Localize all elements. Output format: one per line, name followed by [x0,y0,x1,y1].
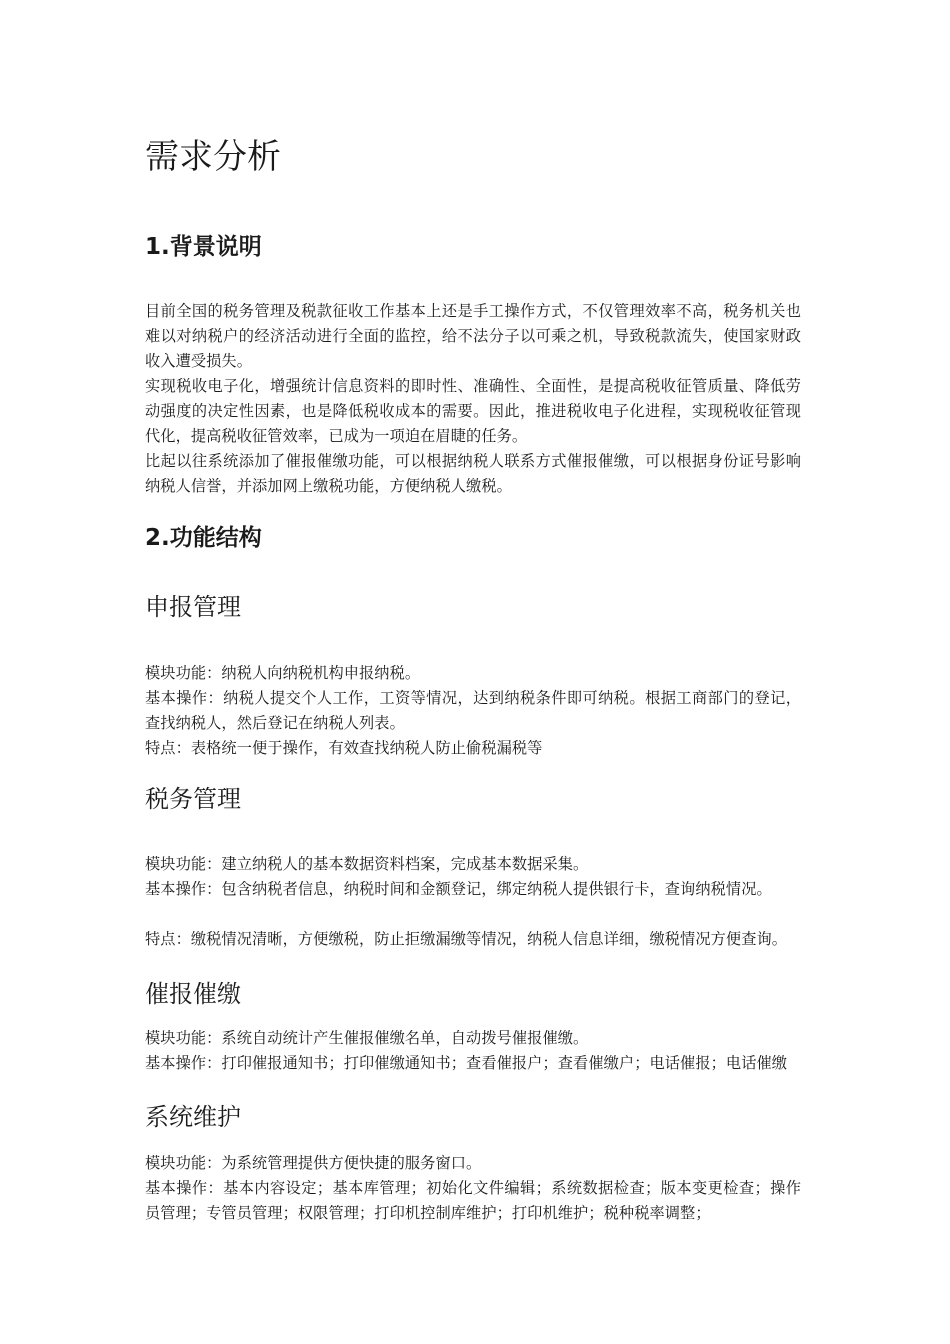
background-paragraph-3: 比起以往系统添加了催报催缴功能，可以根据纳税人联系方式催报催缴，可以根据身份证号影响纳税人信誉，并添加网上缴税功能，方便纳税人缴税。 [145,452,801,495]
tax-management-operations: 基本操作：包含纳税者信息，纳税时间和金额登记，绑定纳税人提供银行卡，查询纳税情况。 [145,880,772,898]
tax-management-features: 特点：缴税情况清晰，方便缴税，防止拒缴漏缴等情况，纳税人信息详细，缴税情况方便查询。 [145,930,788,948]
section-heading-function-structure: 2.功能结构 [145,525,262,551]
declaration-features: 特点：表格统一便于操作，有效查找纳税人防止偷税漏税等 [145,739,543,757]
declaration-operations: 基本操作：纳税人提交个人工作，工资等情况，达到纳税条件即可纳税。根据工商部门的登记，查找纳税人，然后登记在纳税人列表。 [145,689,801,732]
module-heading-tax-management: 税务管理 [145,785,241,813]
background-paragraph-1: 目前全国的税务管理及税款征收工作基本上还是手工操作方式，不仅管理效率不高，税务机关也难以对纳税户的经济活动进行全面的监控，给不法分子以可乘之机，导致税款流失，使国家财政收入遭受损失。 [145,302,801,370]
reminder-operations: 基本操作：打印催报通知书；打印催缴通知书；查看催报户；查看催缴户；电话催报；电话催缴 [145,1054,788,1072]
tax-management-function: 模块功能：建立纳税人的基本数据资料档案，完成基本数据采集。 [145,855,589,873]
module-heading-system-maintenance: 系统维护 [145,1103,241,1131]
module-heading-reminder: 催报催缴 [145,980,241,1008]
reminder-function: 模块功能：系统自动统计产生催报催缴名单，自动拨号催报催缴。 [145,1029,589,1047]
section-heading-background: 1.背景说明 [145,234,262,260]
module-heading-declaration: 申报管理 [145,593,241,621]
maintenance-function: 模块功能：为系统管理提供方便快捷的服务窗口。 [145,1154,482,1172]
declaration-function: 模块功能：纳税人向纳税机构申报纳税。 [145,664,421,682]
maintenance-operations: 基本操作：基本内容设定；基本库管理；初始化文件编辑；系统数据检查；版本变更检查；操作员管理；专管员管理；权限管理；打印机控制库维护；打印机维护；税种税率调整； [145,1179,801,1222]
background-paragraph-2: 实现税收电子化，增强统计信息资料的即时性、准确性、全面性，是提高税收征管质量、降低劳动强度的决定性因素，也是降低税收成本的需要。因此，推进税收电子化进程，实现税收征管现代化，提高税收征管效率，已成为一项迫在眉睫的任务。 [145,377,801,445]
document-title: 需求分析 [145,137,281,177]
